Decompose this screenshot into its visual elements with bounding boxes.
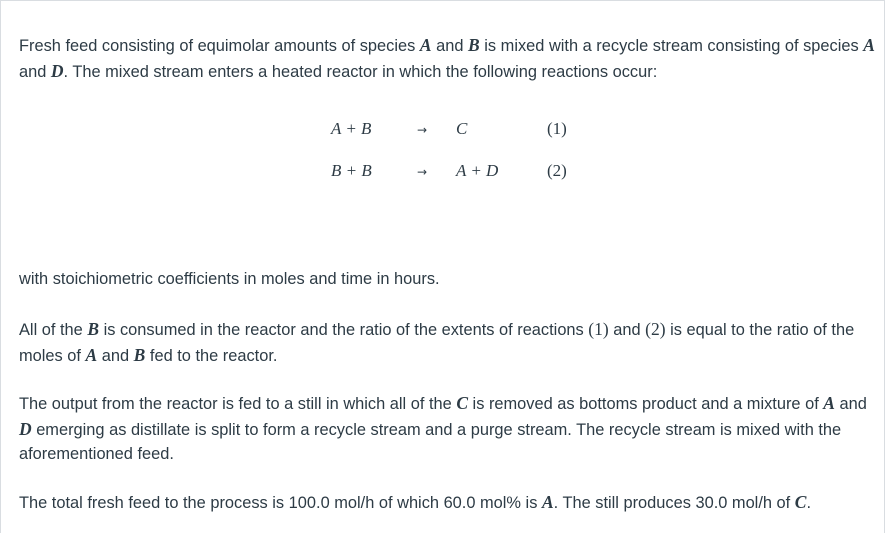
reaction-2-rhs: A + D — [456, 161, 499, 180]
text: fed to the reactor. — [145, 346, 278, 365]
math-variable: B — [468, 35, 480, 55]
text: . — [806, 494, 812, 512]
text: . The mixed stream enters a heated reactor in which the following reactions occur: — [63, 62, 658, 81]
text: is equal to the ratio of the moles of — [19, 321, 855, 365]
math-variable: B — [87, 319, 100, 339]
text: and — [834, 395, 867, 413]
text: is consumed in the reactor and the ratio of the extents of reactions — [99, 321, 589, 339]
text: and — [608, 321, 646, 339]
text: is removed as bottoms product and a mixture of — [468, 395, 824, 413]
text: The total fresh feed to the process is 100.0 mol/h of which 60.0 mol% is — [19, 494, 542, 512]
reaction-1-arrow: → — [417, 123, 428, 137]
reaction-2-lhs: B + B — [331, 161, 372, 180]
text: . The still produces 30.0 mol/h of — [553, 494, 795, 512]
paragraph-still-description — [19, 391, 875, 467]
text: emerging as distillate is split to form a recycle stream and a purge stream. The recycle stream is mixed with the aforementioned feed. — [19, 420, 842, 463]
math-variable: A — [419, 35, 432, 55]
math-number: (2) — [645, 319, 666, 339]
math-variable: C — [794, 492, 807, 512]
text: and — [431, 37, 469, 55]
paragraph-feed-totals — [19, 490, 875, 516]
text: and — [19, 62, 51, 81]
math-variable: A — [541, 492, 554, 512]
reaction-2-number: (2) — [547, 161, 567, 180]
text: and — [97, 346, 134, 365]
math-variable: A — [863, 35, 875, 55]
math-variable: A — [85, 344, 98, 365]
math-number: (1) — [588, 319, 609, 339]
math-variable: A — [823, 393, 835, 413]
reaction-1-lhs: A + B — [331, 119, 372, 138]
math-variable: D — [50, 60, 64, 81]
text: Fresh feed consisting of equimolar amounts of species — [19, 37, 420, 55]
math-variable: B — [133, 344, 146, 365]
text: is mixed with a recycle stream consisting of species — [479, 37, 864, 55]
math-variable: C — [456, 393, 468, 413]
paragraph-reactor-conditions — [19, 317, 875, 368]
paragraph-units: with stoichiometric coefficients in moles and time in hours. — [19, 270, 440, 288]
paragraph-feed-description — [19, 33, 875, 84]
reaction-1-rhs: C — [456, 119, 468, 138]
math-variable: D — [19, 418, 32, 439]
reaction-2-arrow: → — [417, 165, 428, 179]
text: The output from the reactor is fed to a still in which all of the — [19, 395, 457, 413]
reaction-1-number: (1) — [547, 119, 567, 138]
text: All of the — [19, 321, 88, 339]
